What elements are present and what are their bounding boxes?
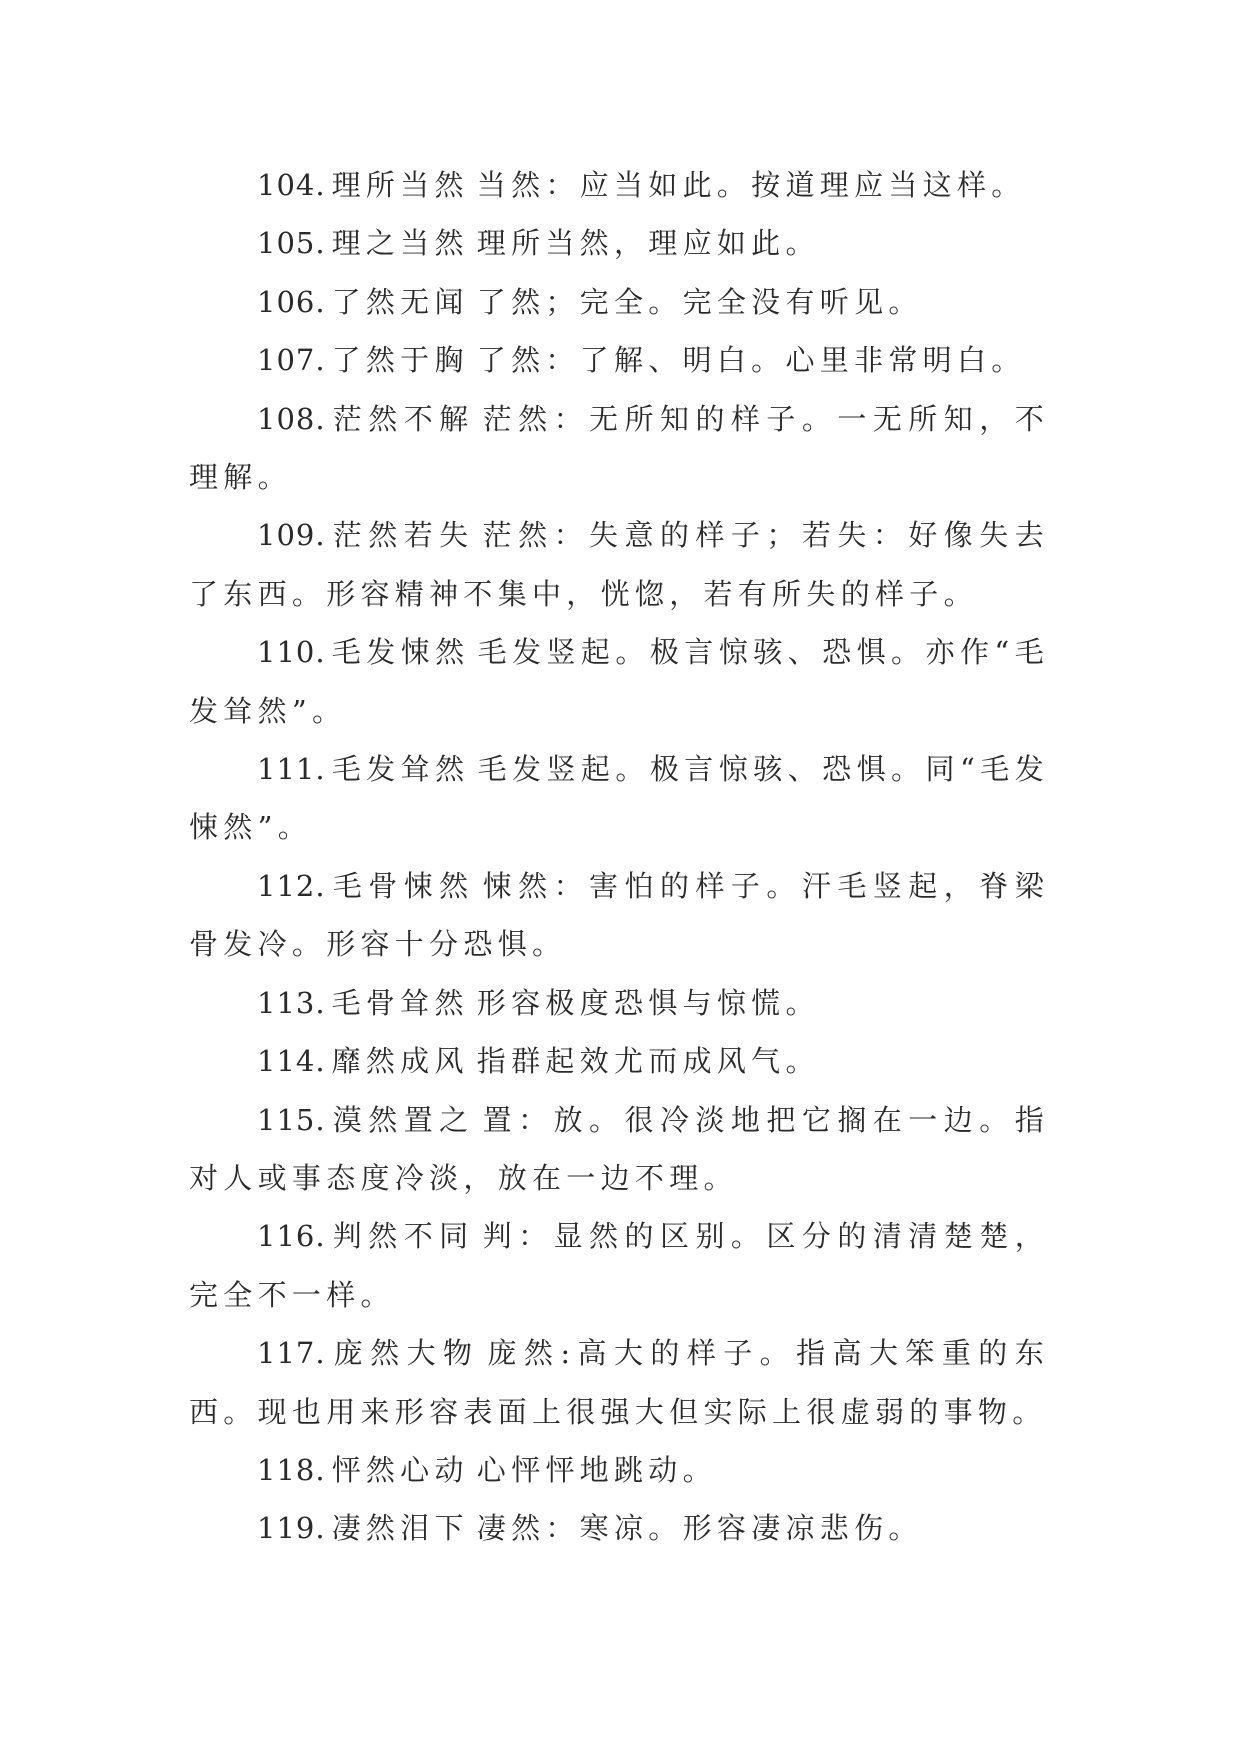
entry-number: 118. — [257, 1452, 326, 1487]
entry-number: 108. — [257, 401, 326, 436]
entry-definition: 指群起效尤而成风气。 — [476, 1044, 820, 1079]
list-item — [189, 331, 1049, 389]
list-item — [189, 1091, 1049, 1208]
entry-number: 105. — [257, 226, 326, 261]
entry-number: 112. — [257, 868, 326, 903]
entry-definition: 理所当然，理应如此。 — [476, 226, 820, 261]
list-item — [189, 974, 1049, 1032]
entry-definition: 了然；完全。完全没有听见。 — [476, 284, 923, 319]
entry-definition: 毛发竖起。极言惊骇、恐惧。亦作“毛发耸然”。 — [189, 635, 1049, 728]
entry-idiom: 理所当然 — [331, 168, 469, 202]
entry-definition: 茫然：无所知的样子。一无所知，不理解。 — [189, 401, 1049, 495]
entry-definition: 茫然：失意的样子；若失：好像失去了东西。形容精神不集中，恍惚，若有所失的样子。 — [189, 518, 1049, 611]
entry-idiom: 判然不同 — [331, 1219, 475, 1254]
entry-number: 104. — [257, 168, 326, 202]
entry-idiom: 茫然若失 — [331, 518, 475, 553]
list-item — [189, 273, 1049, 331]
list-item — [189, 1032, 1049, 1090]
list-item — [189, 390, 1049, 507]
entry-idiom: 毛骨悚然 — [331, 868, 475, 903]
entry-definition: 心怦怦地跳动。 — [476, 1452, 717, 1487]
idiom-list — [189, 156, 1049, 1558]
entry-idiom: 毛骨耸然 — [331, 985, 469, 1020]
list-item — [189, 740, 1049, 857]
list-item — [189, 1207, 1049, 1324]
list-item — [189, 857, 1049, 974]
entry-idiom: 漠然置之 — [331, 1102, 475, 1137]
list-item — [189, 1441, 1049, 1499]
list-item — [189, 1499, 1049, 1557]
list-item — [189, 1324, 1049, 1441]
entry-idiom: 毛发悚然 — [331, 635, 470, 670]
entry-definition: 了然：了解、明白。心里非常明白。 — [476, 343, 1026, 378]
entry-number: 110. — [257, 635, 326, 670]
entry-number: 115. — [257, 1102, 326, 1137]
entry-definition: 悚然：害怕的样子。汗毛竖起，脊梁骨发冷。形容十分恐惧。 — [189, 868, 1049, 962]
entry-definition: 当然：应当如此。按道理应当这样。 — [476, 168, 1026, 202]
entry-number: 117. — [257, 1336, 326, 1371]
entry-idiom: 茫然不解 — [331, 401, 475, 436]
list-item — [189, 506, 1049, 623]
list-item — [189, 156, 1049, 214]
entry-idiom: 凄然泪下 — [331, 1511, 469, 1546]
entry-idiom: 靡然成风 — [331, 1044, 469, 1079]
list-item — [189, 214, 1049, 272]
entry-number: 113. — [257, 985, 326, 1020]
entry-number: 111. — [257, 752, 326, 787]
entry-idiom: 理之当然 — [331, 226, 469, 261]
entry-definition: 庞然:高大的样子。指高大笨重的东西。现也用来形容表面上很强大但实际上很虚弱的事物。 — [189, 1336, 1050, 1429]
entry-idiom: 了然于胸 — [331, 343, 469, 378]
entry-number: 109. — [257, 518, 326, 553]
entry-idiom: 怦然心动 — [331, 1452, 469, 1487]
entry-definition: 置：放。很冷淡地把它搁在一边。指对人或事态度冷淡，放在一边不理。 — [189, 1102, 1049, 1195]
entry-number: 106. — [257, 284, 326, 319]
entry-idiom: 了然无闻 — [331, 284, 469, 319]
entry-definition: 毛发竖起。极言惊骇、恐惧。同“毛发悚然”。 — [189, 752, 1049, 845]
entry-definition: 凄然：寒凉。形容凄凉悲伤。 — [476, 1511, 923, 1546]
entry-number: 119. — [257, 1511, 326, 1546]
entry-number: 116. — [257, 1219, 326, 1254]
entry-definition: 判：显然的区别。区分的清清楚楚，完全不一样。 — [189, 1219, 1049, 1312]
list-item — [189, 623, 1049, 740]
entry-number: 114. — [257, 1044, 326, 1079]
entry-definition: 形容极度恐惧与惊慌。 — [476, 985, 820, 1020]
entry-idiom: 庞然大物 — [331, 1336, 480, 1371]
entry-number: 107. — [257, 343, 326, 378]
entry-idiom: 毛发耸然 — [331, 752, 470, 787]
